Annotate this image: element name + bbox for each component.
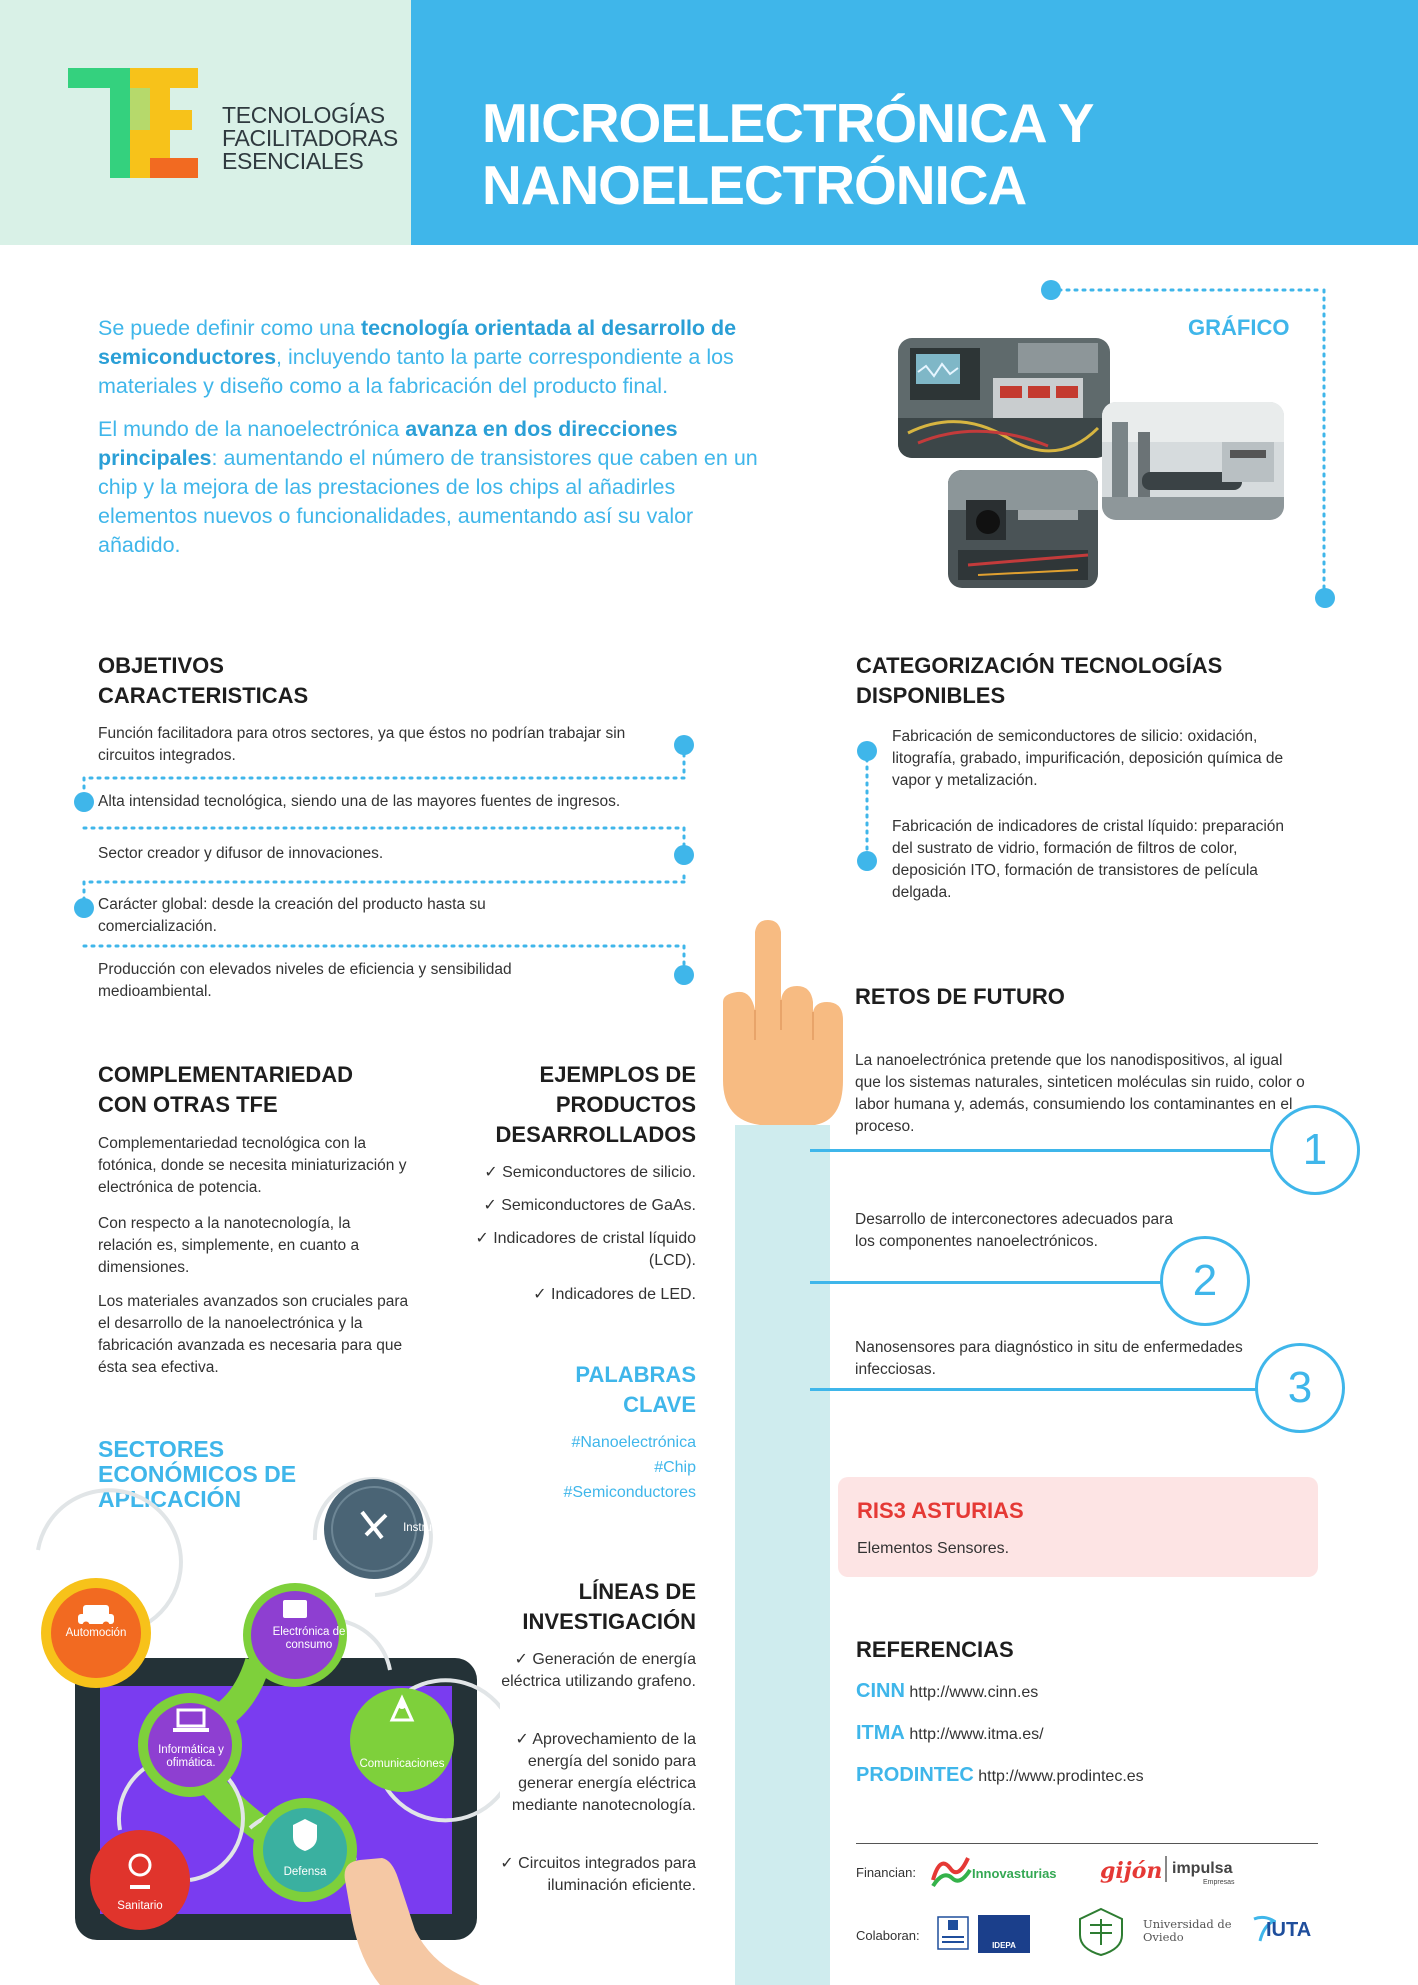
lab-photo-2 <box>1102 402 1284 520</box>
linea-item-1: ✓ Generación de energía eléctrica utilizando grafeno. <box>501 1651 696 1690</box>
categorizacion-title <box>856 651 1222 711</box>
keyword-3: #Semiconductores <box>563 1484 696 1501</box>
logo-line-1: TECNOLOGÍAS <box>222 102 385 128</box>
gijon-divider <box>1165 1856 1167 1882</box>
ejemplos-title-line-2: PRODUCTOS <box>555 1092 696 1117</box>
complementariedad-paragraph-3: Los materiales avanzados son cruciales para el desarrollo de la nanoelectrónica y la fabricación avanzada es necesaria para que ésta sea efectiva. <box>98 1293 409 1376</box>
tfe-logo <box>68 68 198 178</box>
intro-1-text-a: Se puede definir como una <box>98 316 361 340</box>
reference-row-1 <box>856 1680 1038 1703</box>
categorizacion-item-1: Fabricación de semiconductores de silicio: oxidación, litografía, grabado, impurificación, deposición química de vapor y metalización. <box>892 728 1284 789</box>
palabras-clave-title-line-2: CLAVE <box>623 1392 696 1417</box>
ris3-box <box>838 1477 1318 1577</box>
linea-item-3: ✓ Circuitos integrados para iluminación eficiente. <box>500 1855 696 1894</box>
sectores-title-line-3: APLICACIÓN <box>98 1486 242 1512</box>
reference-url[interactable]: http://www.cinn.es <box>909 1684 1039 1701</box>
reto-2-line <box>810 1281 1170 1284</box>
footer-divider <box>856 1843 1318 1844</box>
uniovi-logo-text <box>1143 1918 1232 1944</box>
idepa-logo-text: IDEPA <box>992 1941 1016 1950</box>
reto-3-number: 3 <box>1255 1343 1345 1433</box>
iuta-logo-text: IUTA <box>1266 1919 1312 1941</box>
retos-title: RETOS DE FUTURO <box>855 984 1065 1009</box>
colaboran-label: Colaboran: <box>856 1928 920 1943</box>
intro-paragraph-1 <box>98 314 778 401</box>
referencias-title: REFERENCIAS <box>856 1637 1014 1662</box>
intro-2-bold: avanza en dos direcciones principales <box>98 417 678 470</box>
uniovi-line-2: Oviedo <box>1143 1930 1184 1944</box>
sanitario-circle <box>90 1830 190 1930</box>
reto-3-text: Nanosensores para diagnóstico in situ de enfermedades infecciosas. <box>855 1339 1243 1378</box>
reference-name: PRODINTEC <box>856 1764 974 1786</box>
complementariedad-paragraph-1: Complementariedad tecnológica con la fotónica, donde se necesita miniaturización y electrónica de potencia. <box>98 1135 407 1196</box>
page-title <box>482 92 1093 216</box>
innovasturias-logo-icon <box>928 1850 973 1890</box>
pointing-hand-illustration <box>715 920 850 1985</box>
financian-label: Financian: <box>856 1865 916 1880</box>
objetivos-title-line-1: OBJETIVOS <box>98 653 224 678</box>
reference-row-3 <box>856 1764 1144 1787</box>
reference-url[interactable]: http://www.prodintec.es <box>978 1768 1144 1785</box>
title-line-2: NANOELECTRÓNICA <box>482 154 1027 216</box>
logo-text <box>222 104 398 173</box>
logo-line-3: ESENCIALES <box>222 148 364 174</box>
keyword-2: #Chip <box>654 1459 696 1476</box>
objetivo-item-4: Carácter global: desde la creación del producto hasta su comercialización. <box>98 896 486 935</box>
label-electronica: Electrónica de consumo <box>272 1626 346 1651</box>
label-automocion: Automoción <box>65 1627 127 1639</box>
palabras-clave-title-line-1: PALABRAS <box>575 1362 696 1387</box>
uniovi-line-1: Universidad de <box>1143 1917 1232 1931</box>
reference-name: CINN <box>856 1680 905 1702</box>
reto-2-text: Desarrollo de interconectores adecuados para los componentes nanoelectrónicos. <box>855 1211 1173 1250</box>
ejemplos-title-line-3: DESARROLLADOS <box>495 1122 696 1147</box>
intro-paragraph-2 <box>98 415 778 560</box>
sectores-title-line-2: ECONÓMICOS DE <box>98 1461 297 1487</box>
label-sanitario: Sanitario <box>117 1900 163 1912</box>
objetivos-title <box>98 651 308 711</box>
intro-2-text-a: El mundo de la nanoelectrónica <box>98 417 406 441</box>
ejemplo-item-2: ✓ Semiconductores de GaAs. <box>483 1197 696 1214</box>
objetivos-title-line-2: CARACTERISTICAS <box>98 683 309 708</box>
keyword-1: #Nanoelectrónica <box>571 1434 696 1451</box>
intro-1-text-c: , incluyendo tanto la parte correspondiente a los materiales y diseño como a la fabricación del producto final. <box>98 345 734 398</box>
title-line-1: MICROELECTRÓNICA Y <box>482 92 1094 154</box>
sectores-title-line-1: SECTORES <box>98 1436 225 1462</box>
logo-line-2: FACILITADORAS <box>222 125 398 151</box>
principado-logo-icon <box>934 1914 972 1952</box>
objetivo-item-1: Función facilitadora para otros sectores, ya que éstos no podrían trabajar sin circuitos integrados. <box>98 725 626 764</box>
ris3-title: RIS3 ASTURIAS <box>857 1498 1024 1523</box>
ejemplos-title-line-1: EJEMPLOS DE <box>539 1062 696 1087</box>
complementariedad-paragraph-2: Con respecto a la nanotecnología, la relación es, simplemente, en cuanto a dimensiones. <box>98 1215 360 1276</box>
categorizacion-title-line-2: DISPONIBLES <box>856 683 1006 708</box>
impulsa-logo: impulsa <box>1172 1860 1233 1877</box>
lab-photo-1 <box>898 338 1110 458</box>
idepa-logo <box>978 1915 1030 1953</box>
gijon-logo: gijón <box>1100 1858 1163 1884</box>
impulsa-subtext: Empresas <box>1203 1879 1235 1886</box>
ris3-text: Elementos Sensores. <box>857 1540 1010 1557</box>
uniovi-seal-icon <box>1072 1905 1130 1957</box>
innovasturias-logo-text: Innovasturias <box>972 1866 1057 1881</box>
complementariedad-title-line-1: COMPLEMENTARIEDAD <box>98 1062 354 1087</box>
complementariedad-title <box>98 1060 353 1120</box>
linea-item-2: ✓ Aprovechamiento de la energía del sonido para generar energía eléctrica mediante nanotecnología. <box>511 1731 696 1814</box>
objetivo-item-5: Producción con elevados niveles de eficiencia y sensibilidad medioambiental. <box>98 961 512 1000</box>
intro-1-bold: tecnología orientada al desarrollo de semiconductores <box>98 316 737 369</box>
categorizacion-connector <box>855 735 879 875</box>
lineas-title-line-1: LÍNEAS DE <box>578 1579 696 1604</box>
palabras-clave-title <box>440 1360 696 1420</box>
reto-1-line <box>810 1149 1280 1152</box>
ejemplo-item-4: ✓ Indicadores de LED. <box>533 1286 696 1303</box>
ejemplo-item-1: ✓ Semiconductores de silicio. <box>484 1164 696 1181</box>
lab-photo-3 <box>948 470 1098 588</box>
objetivo-item-2: Alta intensidad tecnológica, siendo una de las mayores fuentes de ingresos. <box>98 793 621 810</box>
reference-name: ITMA <box>856 1722 905 1744</box>
reto-3-line <box>810 1388 1265 1391</box>
categorizacion-item-2: Fabricación de indicadores de cristal líquido: preparación del sustrato de vidrio, formación de filtros de color, deposición ITO, formación de transistores de película delgada. <box>892 818 1285 901</box>
reference-url[interactable]: http://www.itma.es/ <box>909 1726 1044 1743</box>
intro-2-text-c: : aumentando el número de transistores que caben en un chip y la mejora de las prestaciones de los chips al añadirles elementos nuevos o funcionalidades, aumentando así su valor añadido. <box>98 446 758 557</box>
label-instrumentacion: Instrumentación <box>403 1522 485 1534</box>
objetivo-item-3: Sector creador y difusor de innovaciones. <box>98 845 384 862</box>
complementariedad-title-line-2: CON OTRAS TFE <box>98 1092 278 1117</box>
reto-1-text: La nanoelectrónica pretende que los nanodispositivos, al igual que los sistemas naturales, sinteticen moléculas sin ruido, color o labor humana y, además, consumiendo los contaminantes en el proceso. <box>855 1052 1305 1135</box>
label-informatica: Informática y ofimática. <box>158 1744 224 1769</box>
reference-row-2 <box>856 1722 1044 1745</box>
grafico-title: GRÁFICO <box>1188 315 1290 340</box>
reto-2-number: 2 <box>1160 1236 1250 1326</box>
lineas-title-line-2: INVESTIGACIÓN <box>522 1609 696 1634</box>
label-comunicaciones: Comunicaciones <box>359 1758 445 1770</box>
label-defensa: Defensa <box>283 1866 327 1878</box>
ejemplo-item-3: ✓ Indicadores de cristal líquido (LCD). <box>475 1230 696 1269</box>
ejemplos-title <box>440 1060 696 1150</box>
categorizacion-title-line-1: CATEGORIZACIÓN TECNOLOGÍAS <box>856 653 1223 678</box>
reto-1-number: 1 <box>1270 1105 1360 1195</box>
